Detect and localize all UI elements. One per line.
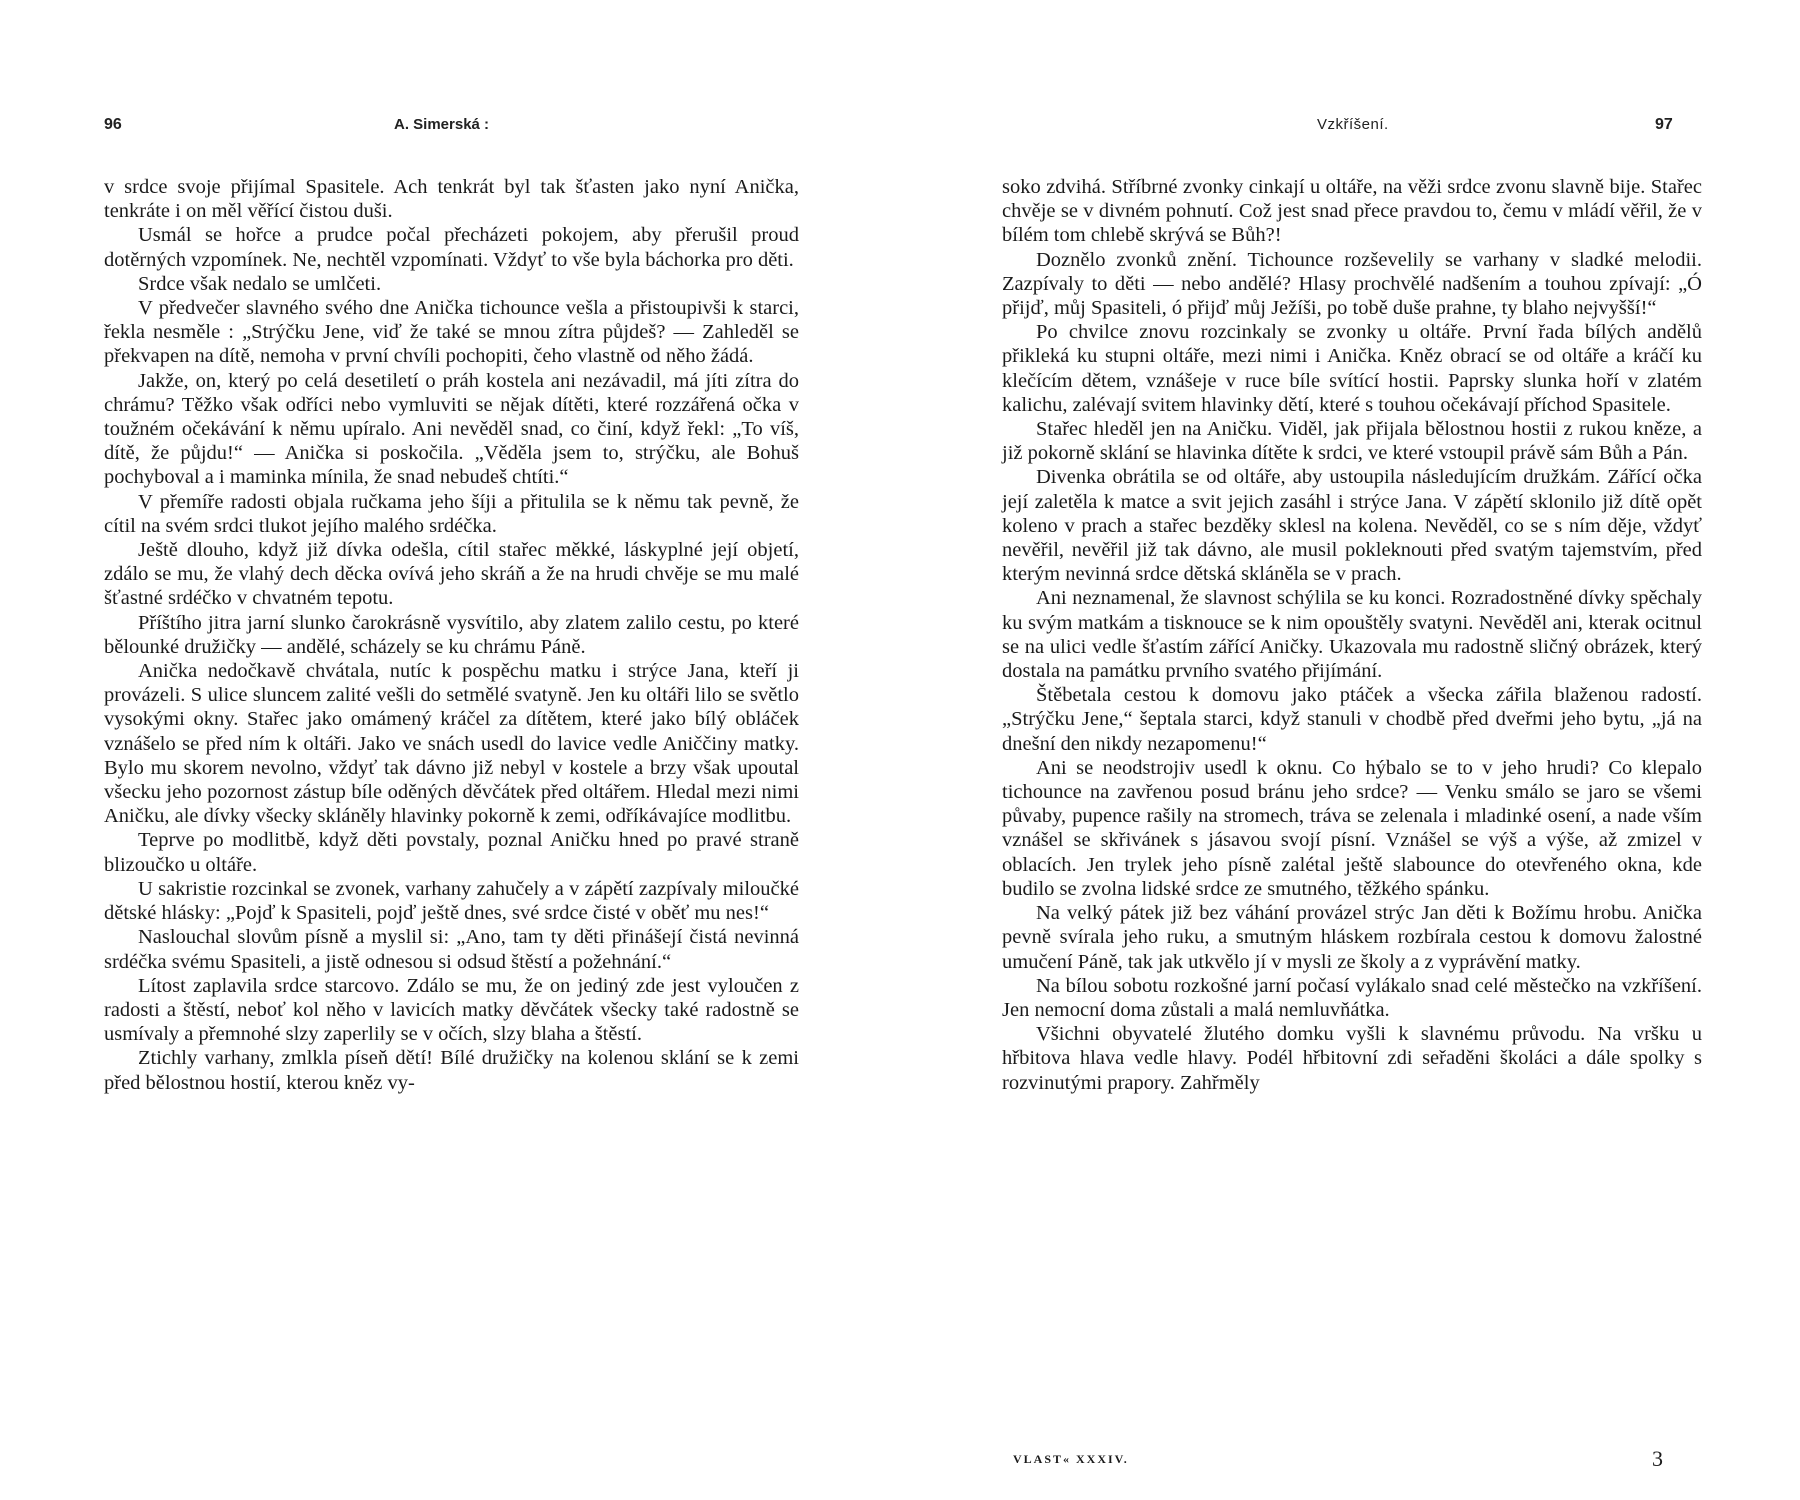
paragraph: Srdce však nedalo se umlčeti. [138, 272, 382, 295]
paragraph: Jakže, on, který po celá desetiletí o práh kostela ani nezávadil, má jíti zítra do chrámu? Těžko však odříci nebo vymluviti se nějak dítěti, které rozzářená očka v toužném očekávání k němu upíralo. Ani nevěděl snad, co činí, když řekl: „To víš, dítě, že půjdu!“ — Anička si poskočila. „Věděla jsem to, strýčku, ale Bohuš pochyboval a i maminka mínila, že snad nebudeš chtíti.“ [104, 369, 799, 489]
paragraph: Stařec hleděl jen na Aničku. Viděl, jak přijala bělostnou hostii z rukou kněze, a již pokorně sklání se hlavinka dítěte k srdci, ve které vstoupil právě sám Bůh a Pán. [1002, 418, 1702, 465]
paragraph: Po chvilce znovu rozcinkaly se zvonky u oltáře. První řada bílých andělů přikleká ku stupni oltáře, mezi nimi i Anička. Kněz obrací se od oltáře a kráčí ku klečícím dětem, vznášeje v ruce bíle svítící hostii. Paprsky slunka hoří v zlatém kalichu, zalévají svitem hlavinky dětí, které s touhou očekávají příchod Spasitele. [1002, 321, 1702, 416]
left-text-block [104, 175, 799, 1095]
right-page-number: 97 [1655, 116, 1673, 133]
paragraph: V předvečer slavného svého dne Anička tichounce vešla a přistoupivši k starci, řekla nesměle : „Strýčku Jene, viď že také se mnou zítra půjdeš? — Zahleděl se překvapen na dítě, nemoha v první chvíli pochopiti, čeho vlastně od něho žádá. [104, 297, 799, 368]
paragraph: Štěbetala cestou k domovu jako ptáček a všecka zářila blaženou radostí. „Strýčku Jene,“ šeptala starci, když stanuli v chodbě před dveřmi jeho bytu, „já na dnešní den nikdy nezapomenu!“ [1002, 684, 1702, 755]
paragraph: Divenka obrátila se od oltáře, aby ustoupila následujícím družkám. Zářící očka její zaletěla k matce a svit jejich zasáhl i strýce Jana. V zápětí sklonilo již dítě opět koleno v prach a stařec bezděky sklesl na kolena. Nevěděl, co se s ním děje, vždyť nevěřil, nevěřil již tak dávno, ale musil pokleknouti před svatým tajemstvím, před kterým nevinná srdce dětská skláněla se v prach. [1002, 466, 1702, 586]
left-running-head: A. Simerská : [394, 116, 490, 133]
paragraph: Teprve po modlitbě, když děti povstaly, poznal Aničku hned po pravé straně blizoučko u oltáře. [104, 829, 799, 876]
right-running-head: Vzkříšení. [1317, 116, 1389, 133]
paragraph: Lítost zaplavila srdce starcovo. Zdálo se mu, že on jediný zde jest vyloučen z radosti a štěstí, neboť kol něho v lavicích matky děvčátek všecky také radostně se usmívaly a přemnohé slzy zaperlily se v očích, slzy blaha a štěstí. [104, 974, 799, 1046]
paragraph: Na velký pátek již bez váhání provázel strýc Jan děti k Božímu hrobu. Anička pevně svírala jeho ruku, a smutným hláskem rozbírala cestou k domovu žalostné umučení Páně, tak jak utkvělo jí v mysli ze školy a z vyprávění matky. [1002, 902, 1702, 973]
paragraph: Ještě dlouho, když již dívka odešla, cítil stařec měkké, láskyplné její objetí, zdálo se mu, že vlahý dech děcka ovívá jeho skráň a že na hrudi chvěje se mu malé šťastné srdéčko v chvatném tepotu. [104, 539, 799, 610]
right-page [900, 0, 1800, 1500]
printer-signature: VLAST« XXXIV. [1013, 1452, 1129, 1466]
paragraph: v srdce svoje přijímal Spasitele. Ach tenkrát byl tak šťasten jako nyní Anička, tenkráte i on měl věřící čistou duši. [104, 176, 799, 223]
right-text-block [1002, 175, 1702, 1095]
paragraph: Usmál se hořce a prudce počal přecházeti pokojem, aby přerušil proud dotěrných vzpomínek. Ne, nechtěl vzpomínati. Vždyť to vše byla báchorka pro děti. [104, 224, 799, 271]
paragraph: Anička nedočkavě chvátala, nutíc k pospěchu matku i strýce Jana, kteří ji provázeli. S ulice sluncem zalité vešli do setmělé svatyně. Jen ku oltáři lilo se světlo vysokými okny. Stařec jako omámený kráčel za dítětem, které jako bílý obláček vznášelo se před ním k oltáři. Jako ve snách usedl do lavice vedle Aniččiny matky. Bylo mu skorem nevolno, vždyť tak dávno již nebyl v kostele a brzy však upoutal všecku jeho pozornost zástup bíle oděných děvčátek před oltářem. Hledal mezi nimi Aničku, ale dívky všecky skláněly hlavinky pokorně k zemi, odříkávajíce modlitbu. [104, 660, 799, 828]
sheet-number: 3 [1652, 1446, 1663, 1471]
paragraph: Na bílou sobotu rozkošné jarní počasí vylákalo snad celé městečko na vzkříšení. Jen nemocní doma zůstali a malá nemluvňátka. [1002, 974, 1702, 1021]
paragraph: Naslouchal slovům písně a myslil si: „Ano, tam ty děti přinášejí čistá nevinná srdéčka svému Spasiteli, a jistě odnesou si odsud štěstí a požehnání.“ [104, 926, 799, 973]
paragraph: Příštího jitra jarní slunko čarokrásně vysvítilo, aby zlatem zalilo cestu, po které bělounké družičky — andělé, scházely se ku chrámu Páně. [104, 611, 799, 658]
paragraph: V přemíře radosti objala ručkama jeho šíji a přitulila se k němu tak pevně, že cítil na svém srdci tlukot jejího malého srdéčka. [104, 490, 799, 537]
paragraph: Ztichly varhany, zmlkla píseň dětí! Bílé družičky na kolenou sklání se k zemi před bělostnou hostií, kterou kněz vy- [104, 1047, 799, 1094]
paragraph: Všichni obyvatelé žlutého domku vyšli k slavnému průvodu. Na vršku u hřbitova hlava vedle hlavy. Podél hřbitovní zdi seřaděni školáci a dále spolky s rozvinutými prapory. Zahřměly [1002, 1023, 1702, 1094]
paragraph: Ani neznamenal, že slavnost schýlila se ku konci. Rozradostněné dívky spěchaly ku svým matkám a tisknouce se k nim opouštěly svatyni. Nevěděl ani, kterak ocitnul se na ulici vedle šťastím zářící Aničky. Ukazovala mu radostně sličný obrázek, který dostala na památku prvního svatého přijímání. [1002, 587, 1702, 683]
paragraph: Ani se neodstrojiv usedl k oknu. Co hýbalo se to v jeho hrudi? Co klepalo tichounce na zavřenou posud bránu jeho srdce? — Venku smálo se jaro se všemi půvaby, pupence rašily na stromech, tráva se zelenala i mladinké osení, a nade vším vznášel se skřivánek s jásavou svojí písní. Vznášel se výš a výše, až zmizel v oblacích. Jen trylek jeho písně zalétal ještě slabounce do otevřeného okna, kde budilo se zvolna lidské srdce ze smutného, těžkého spánku. [1002, 756, 1702, 900]
left-page-number: 96 [104, 116, 122, 133]
paragraph: soko zdvihá. Stříbrné zvonky cinkají u oltáře, na věži srdce zvonu slavně bije. Stařec chvěje se v divném pohnutí. Což jest snad přece pravdou to, čemu v mládí věřil, že v bílém tom chlebě skrývá se Bůh?! [1002, 176, 1702, 247]
paragraph: U sakristie rozcinkal se zvonek, varhany zahučely a v zápětí zazpívaly miloučké dětské hlásky: „Pojď k Spasiteli, pojď ještě dnes, své srdce čisté v oběť mu nes!“ [104, 877, 799, 925]
paragraph: Doznělo zvonků znění. Tichounce rozševelily se varhany v sladké melodii. Zazpívaly to děti — nebo andělé? Hlasy prochvělé nadšením a touhou zpívají: „Ó přijď, můj Spasiteli, ó přijď můj Ježíši, po tobě duše prahne, ty blaho nejvyšší!“ [1002, 248, 1702, 320]
